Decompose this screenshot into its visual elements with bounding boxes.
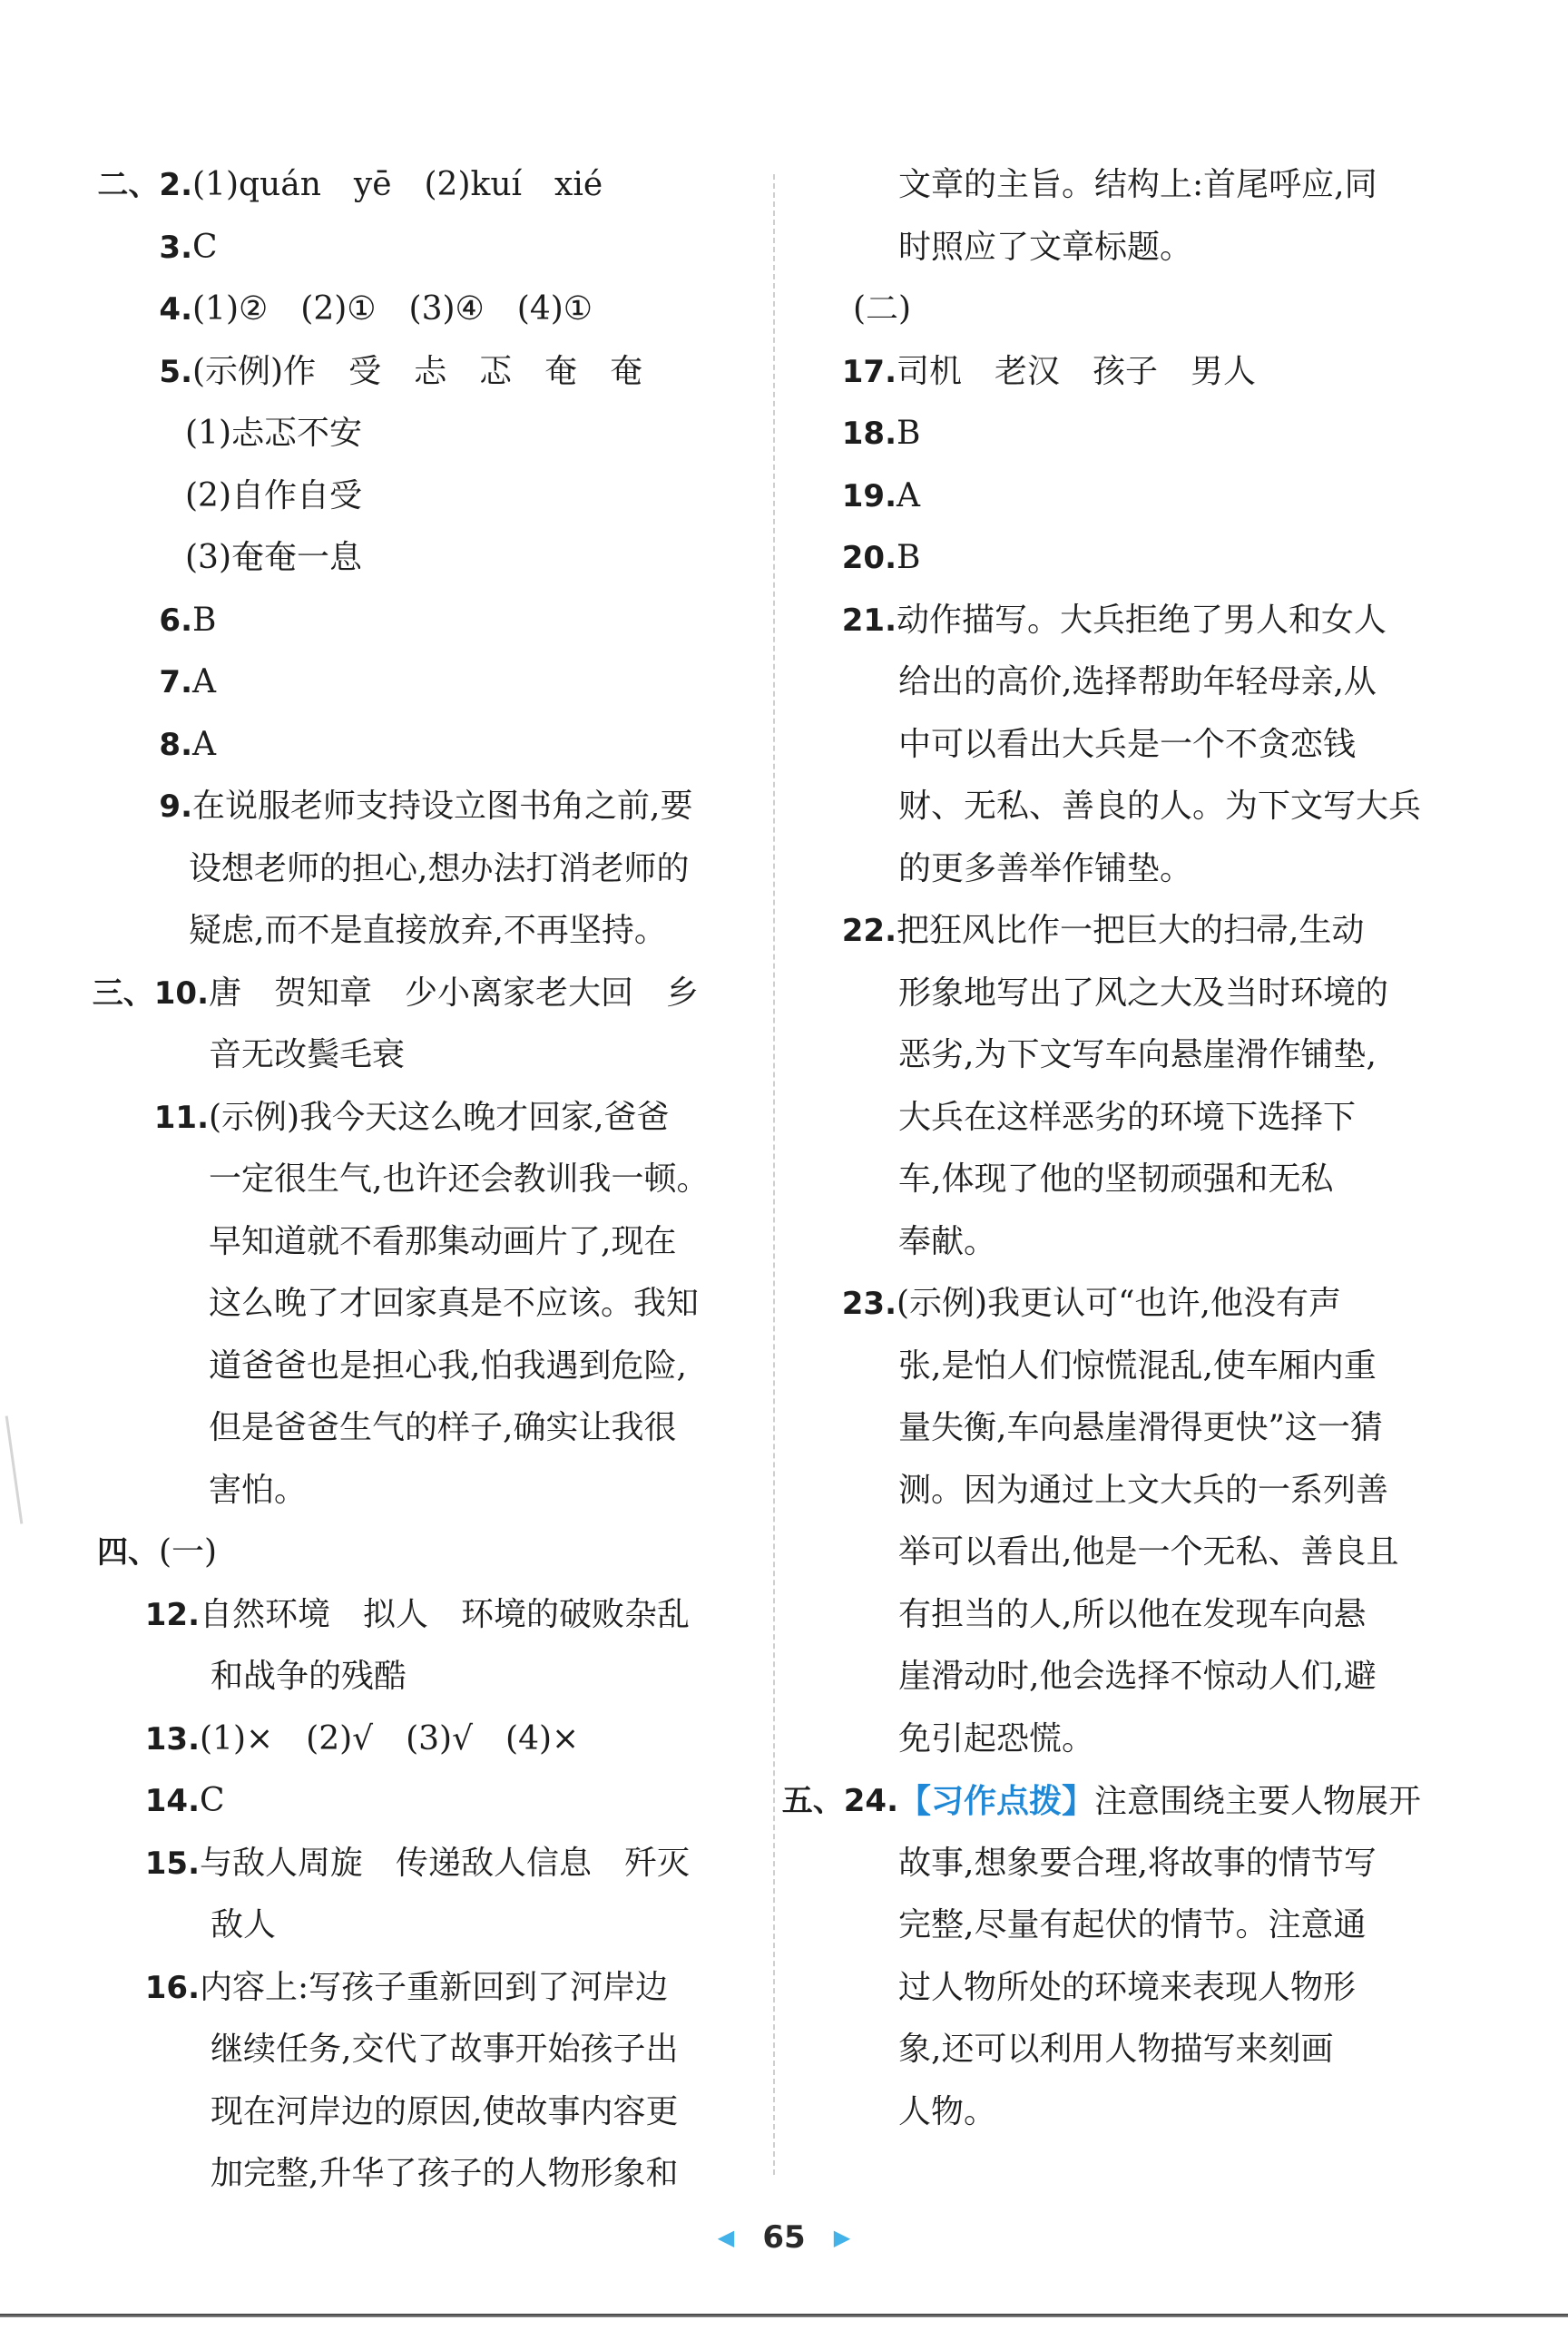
answer-text-body: (1)× (2)√ (3)√ (4)× (200, 1719, 580, 1757)
question-number: 3. (159, 229, 192, 266)
answer-text (209, 1273, 699, 1336)
answer-line (109, 1336, 744, 1398)
question-number: 19. (841, 477, 897, 514)
page-footer (0, 2214, 1568, 2259)
answer-text-body: (一) (159, 1533, 218, 1571)
answer-text (209, 1460, 307, 1522)
answer-text (898, 1087, 1356, 1150)
question-number: 5. (159, 353, 192, 390)
question-number: 13. (144, 1720, 200, 1757)
answer-text (898, 1957, 1356, 2020)
answer-text (192, 590, 216, 652)
answer-text (192, 154, 603, 217)
answer-line (853, 1460, 1452, 1522)
answer-line (109, 341, 744, 404)
answer-text (897, 527, 920, 590)
answer-text (209, 1336, 687, 1398)
answer-line (853, 963, 1452, 1025)
answer-text-body: 崖滑动时,他会选择不惊动人们,避 (898, 1658, 1377, 1695)
answer-line (109, 1833, 744, 1895)
answer-line (853, 1087, 1452, 1150)
answer-text-body: 时照应了文章标题。 (898, 228, 1193, 266)
answer-text (898, 1522, 1398, 1584)
answer-text-body: (1)quán yē (2)kuí xié (192, 166, 603, 203)
answer-line (109, 776, 744, 838)
answer-line (109, 1460, 744, 1522)
answer-text (200, 1833, 690, 1895)
answer-text (898, 1336, 1377, 1398)
answer-line (109, 900, 744, 963)
answer-text (898, 1708, 1094, 1771)
answer-text (898, 217, 1192, 279)
answer-text (200, 1584, 690, 1647)
answer-line (853, 1336, 1452, 1398)
answer-line (853, 154, 1452, 217)
answer-text (209, 1397, 676, 1460)
question-number: 18. (841, 416, 897, 452)
answer-text (898, 963, 1388, 1025)
answer-line (853, 2019, 1452, 2081)
answer-line (853, 714, 1452, 777)
answer-text (209, 1024, 405, 1087)
answer-text-body: 文章的主旨。结构上:首尾呼应,同 (898, 166, 1377, 203)
answer-text (200, 1957, 668, 2020)
answer-text (192, 776, 692, 838)
answer-line (109, 2019, 744, 2081)
question-number: 二、2. (97, 167, 192, 203)
answer-line (853, 1024, 1452, 1087)
answer-text-body: 张,是怕人们惊慌混乱,使车厢内重 (898, 1346, 1377, 1385)
answer-line (853, 1522, 1452, 1584)
answer-text-body: A (192, 663, 216, 700)
question-number: 9. (159, 788, 192, 825)
answer-text-body: 大兵在这样恶劣的环境下选择下 (898, 1098, 1357, 1136)
next-arrow-icon: ▶ (833, 2224, 851, 2250)
question-number: 17. (841, 353, 897, 390)
answer-text (898, 1833, 1377, 1895)
answer-text-body: 司机 老汉 孩子 男人 (897, 352, 1257, 390)
answer-text-body: 量失衡,车向悬崖滑得更快”这一猜 (898, 1409, 1383, 1446)
answer-text (897, 1273, 1341, 1336)
scan-mark (5, 1415, 24, 1523)
answer-text (898, 1770, 1421, 1834)
question-number: 20. (841, 540, 897, 576)
answer-text (200, 1708, 579, 1771)
answer-text (897, 403, 920, 465)
answer-text-body: 但是爸爸生气的样子,确实让我很 (209, 1409, 677, 1446)
answer-text (898, 651, 1377, 714)
answer-text-body: (1)② (2)① (3)④ (4)① (192, 290, 593, 328)
answer-line (109, 838, 744, 901)
answer-line (109, 1584, 744, 1647)
answer-text (897, 590, 1387, 652)
answer-text (898, 1646, 1377, 1708)
answer-line (853, 651, 1452, 714)
answer-text (898, 1211, 996, 1274)
answer-text-body: 过人物所处的环境来表现人物形 (898, 1968, 1357, 2006)
question-number: 21. (841, 602, 897, 639)
answer-line (841, 403, 1452, 465)
answer-text (192, 651, 216, 714)
answer-text (192, 217, 218, 279)
answer-text-body: 继续任务,交代了故事开始孩子出 (211, 2031, 679, 2068)
answer-text-body: 害怕。 (209, 1471, 308, 1509)
question-number: 12. (144, 1596, 200, 1633)
answer-line (109, 2143, 744, 2206)
answer-text (898, 2019, 1333, 2081)
answer-line (109, 1024, 744, 1087)
answer-text (898, 1024, 1377, 1087)
answer-text (898, 838, 1192, 901)
answer-line (841, 900, 1452, 963)
answer-text-body: 车,体现了他的坚韧顽强和无私 (898, 1160, 1334, 1198)
question-number: 15. (144, 1845, 200, 1882)
question-number: 23. (841, 1286, 897, 1322)
answer-line (109, 1895, 744, 1957)
answer-line (109, 651, 744, 714)
answer-text-body: 一定很生气,也许还会教训我一顿。 (209, 1160, 710, 1198)
answer-text-body: C (200, 1782, 225, 1819)
answer-text-body: A (192, 725, 216, 763)
answer-line (109, 1211, 744, 1274)
answer-text-body: 自然环境 拟人 环境的破败杂乱 (200, 1595, 691, 1633)
question-number: 22. (841, 913, 897, 949)
answer-text-body: 动作描写。大兵拒绝了男人和女人 (897, 601, 1387, 639)
answer-text (211, 2019, 678, 2081)
answer-text (209, 1149, 709, 1211)
answer-text (898, 2081, 996, 2144)
answer-text-body: 恶劣,为下文写车向悬崖滑作铺垫, (898, 1036, 1377, 1073)
question-number: 16. (144, 1969, 200, 2006)
answer-text-body: 测。因为通过上文大兵的一系列善 (898, 1471, 1389, 1509)
answer-text-body: 疑虑,而不是直接放弃,不再坚持。 (189, 912, 667, 949)
writing-tip-tag: 【习作点拨】 (898, 1782, 1095, 1820)
answer-line (109, 1957, 744, 2020)
answer-text-body: 中可以看出大兵是一个不贪恋钱 (898, 725, 1357, 763)
answer-line (109, 465, 744, 528)
answer-line (109, 1397, 744, 1460)
answer-line (841, 341, 1452, 404)
answer-text-body: 财、无私、善良的人。为下文写大兵 (898, 788, 1422, 825)
answer-line (841, 1273, 1452, 1336)
answer-text-body: 象,还可以利用人物描写来刻画 (898, 2031, 1334, 2068)
question-number: 6. (159, 602, 192, 639)
answer-text (898, 714, 1356, 777)
answer-text (192, 279, 593, 341)
answer-text (189, 900, 667, 963)
answer-line (853, 2081, 1452, 2144)
answer-line (109, 1708, 744, 1771)
answer-line (853, 776, 1452, 838)
answer-text (209, 1211, 676, 1274)
answer-text (898, 1460, 1388, 1522)
answer-line (841, 465, 1452, 528)
answer-line (97, 1522, 744, 1584)
answer-text (209, 963, 699, 1025)
answer-text-body: 人物。 (898, 2092, 997, 2130)
question-number: 11. (153, 1099, 209, 1136)
question-number: 8. (159, 726, 192, 763)
answer-line (841, 527, 1452, 590)
answer-text-body: 和战争的残酷 (211, 1658, 407, 1695)
answer-line (853, 1584, 1452, 1647)
answer-text (853, 279, 911, 341)
question-number: 四、 (97, 1534, 159, 1571)
right-column (781, 154, 1452, 2143)
answer-line (853, 1211, 1452, 1274)
answer-line (92, 963, 744, 1025)
answer-text-body: 唐 贺知章 少小离家老大回 乡 (209, 974, 700, 1012)
question-number: 三、10. (92, 974, 209, 1012)
answer-line (853, 1895, 1452, 1957)
answer-text-body: 奉献。 (898, 1222, 997, 1260)
answer-text (189, 838, 689, 901)
answer-line (853, 1708, 1452, 1771)
answer-text-body: 敌人 (211, 1906, 277, 1943)
answer-line (853, 1646, 1452, 1708)
question-number: 4. (159, 291, 192, 328)
answer-text-body: (示例)我更认可“也许,他没有声 (897, 1285, 1341, 1322)
answer-line (853, 1397, 1452, 1460)
answer-text (159, 1522, 217, 1584)
answer-line (109, 714, 744, 777)
answer-text (185, 403, 362, 465)
answer-line (109, 2081, 744, 2144)
answer-text-body: 免引起恐慌。 (898, 1719, 1095, 1757)
answer-text (209, 1087, 670, 1150)
answer-line (853, 1149, 1452, 1211)
prev-arrow-icon: ◀ (717, 2224, 735, 2250)
answer-text (185, 527, 362, 590)
answer-line (109, 279, 744, 341)
answer-text (192, 341, 642, 404)
answer-line (109, 1273, 744, 1336)
left-column (92, 154, 744, 2206)
answer-text (898, 154, 1377, 217)
answer-text-body: 完整,尽量有起伏的情节。注意通 (898, 1906, 1367, 1943)
answer-text-body: (示例)作 受 忐 忑 奄 奄 (192, 352, 643, 390)
answer-text-body: C (192, 228, 218, 266)
answer-text-body: 注意围绕主要人物展开 (1094, 1783, 1422, 1820)
answer-text-body: 早知道就不看那集动画片了,现在 (209, 1222, 677, 1260)
answer-text-body: 把狂风比作一把巨大的扫帚,生动 (897, 912, 1365, 949)
bottom-rule (0, 2314, 1568, 2317)
answer-text-body: (示例)我今天这么晚才回家,爸爸 (209, 1098, 670, 1136)
answer-line (853, 217, 1452, 279)
answer-line (109, 1770, 744, 1833)
answer-line (853, 1957, 1452, 2020)
answer-text (897, 900, 1364, 963)
answer-line (841, 590, 1452, 652)
answer-text-body: 在说服老师支持设立图书角之前,要 (192, 788, 693, 825)
answer-text-body: (1)忐忑不安 (185, 415, 362, 452)
answer-text-body: B (897, 539, 921, 576)
answer-text-body: (二) (853, 290, 912, 328)
answer-text-body: (2)自作自受 (185, 476, 362, 514)
question-number: 五、24. (781, 1783, 898, 1819)
answer-text (898, 1149, 1333, 1211)
answer-text-body: B (192, 601, 217, 639)
question-number: 14. (144, 1783, 200, 1819)
answer-text-body: 音无改鬓毛衰 (209, 1036, 406, 1073)
answer-line (781, 1770, 1452, 1833)
page-number: 65 (762, 2218, 806, 2256)
answer-text (897, 341, 1256, 404)
answer-line (109, 590, 744, 652)
answer-line (109, 527, 744, 590)
answer-text-body: 有担当的人,所以他在发现车向悬 (898, 1595, 1367, 1633)
answer-text-body: 举可以看出,他是一个无私、善良且 (898, 1533, 1399, 1571)
answer-text (897, 465, 920, 528)
answer-text-body: 内容上:写孩子重新回到了河岸边 (200, 1968, 669, 2006)
answer-text-body: (3)奄奄一息 (185, 539, 362, 576)
answer-text-body: 给出的高价,选择帮助年轻母亲,从 (898, 663, 1377, 700)
answer-text (898, 1895, 1366, 1957)
answer-text-body: 现在河岸边的原因,使故事内容更 (211, 2092, 679, 2130)
answer-line (853, 279, 1452, 341)
answer-text (898, 776, 1421, 838)
answer-text (211, 1646, 407, 1708)
answer-text-body: 形象地写出了风之大及当时环境的 (898, 974, 1389, 1012)
answer-text (898, 1397, 1383, 1460)
question-number: 7. (159, 664, 192, 700)
answer-line (97, 154, 744, 217)
answer-text-body: 加完整,升华了孩子的人物形象和 (211, 2155, 679, 2192)
answer-text (211, 2081, 678, 2144)
answer-text-body: A (897, 476, 920, 514)
answer-text-body: 这么晚了才回家真是不应该。我知 (209, 1285, 700, 1322)
answer-line (109, 1149, 744, 1211)
answer-text (200, 1770, 225, 1833)
answer-text-body: 故事,想象要合理,将故事的情节写 (898, 1844, 1377, 1882)
answer-line (853, 838, 1452, 901)
answer-line (109, 403, 744, 465)
answer-text-body: 设想老师的担心,想办法打消老师的 (189, 849, 690, 887)
answer-line (109, 1646, 744, 1708)
answer-text (211, 1895, 276, 1957)
answer-line (853, 1833, 1452, 1895)
answer-line (109, 217, 744, 279)
answer-text (898, 1584, 1366, 1647)
answer-text (211, 2143, 678, 2206)
answer-line (109, 1087, 744, 1150)
answer-text-body: 的更多善举作铺垫。 (898, 849, 1193, 887)
answer-text (192, 714, 216, 777)
answer-text-body: B (897, 415, 921, 452)
answer-text (185, 465, 362, 528)
answer-text-body: 与敌人周旋 传递敌人信息 歼灭 (200, 1844, 691, 1882)
answer-text-body: 道爸爸也是担心我,怕我遇到危险, (209, 1346, 687, 1385)
